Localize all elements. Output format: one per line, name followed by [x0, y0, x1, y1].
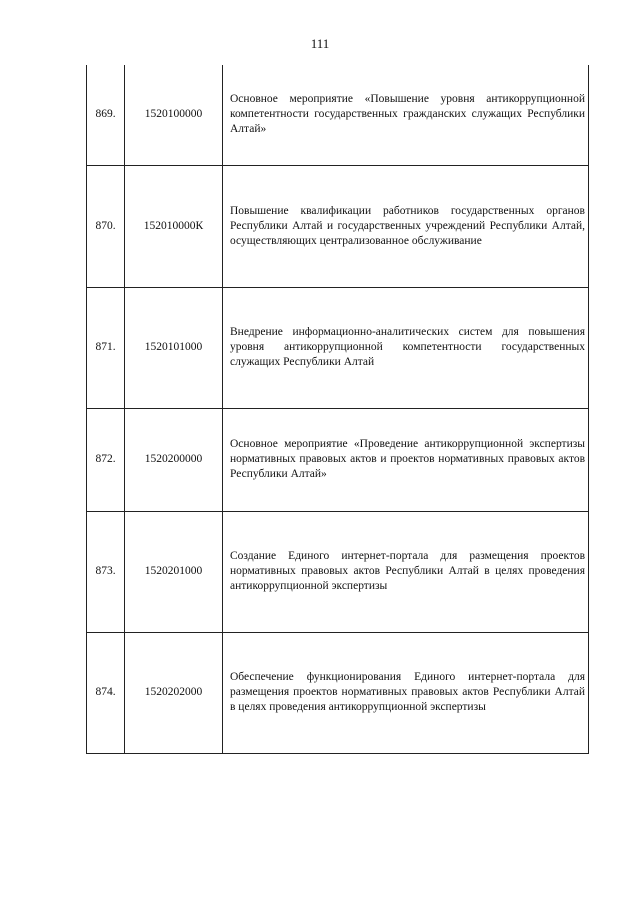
row-number: 869.: [87, 65, 125, 165]
classification-code: 1520100000: [125, 65, 223, 165]
row-description: [223, 632, 589, 753]
table-row: [87, 632, 589, 753]
row-number: 874.: [87, 632, 125, 753]
row-number: 870.: [87, 165, 125, 287]
table-row: [87, 511, 589, 632]
row-number: 872.: [87, 408, 125, 511]
table-row: [87, 287, 589, 408]
row-description: [223, 165, 589, 287]
row-number: 871.: [87, 287, 125, 408]
classification-code: 1520101000: [125, 287, 223, 408]
page-number: 111: [310, 36, 330, 51]
row-description-text: Повышение квалификации работников государственных органов Республики Алтай и государственных учреждений Республики Алтай, осуществляющих централизованное обслуживание: [230, 204, 585, 247]
row-description: [223, 65, 589, 165]
row-description: [223, 511, 589, 632]
classification-code: 1520202000: [125, 632, 223, 753]
row-description: [223, 408, 589, 511]
row-number: 873.: [87, 511, 125, 632]
row-description-text: Обеспечение функционирования Единого интернет-портала для размещения проектов нормативных правовых актов Республики Алтай в целях проведения антикоррупционной экспертизы: [230, 671, 585, 713]
row-description-text: Основное мероприятие «Повышение уровня антикоррупционной компетентности государственных гражданских служащих Республики Алтай»: [230, 93, 585, 136]
table-row: [87, 165, 589, 287]
row-description: [223, 287, 589, 408]
row-description-text: Внедрение информационно-аналитических систем для повышения уровня антикоррупционной компетентности государственных служащих Республики Алтай: [230, 326, 585, 368]
table-row: [87, 65, 589, 165]
row-description-text: Создание Единого интернет-портала для размещения проектов нормативных правовых актов Республики Алтай в целях проведения антикоррупционной экспертизы: [230, 550, 585, 592]
budget-code-table: [86, 65, 589, 754]
classification-code: 1520201000: [125, 511, 223, 632]
row-description-text: Основное мероприятие «Проведение антикоррупционной экспертизы нормативных правовых актов и проектов нормативных правовых актов Республики Алтай»: [230, 438, 585, 480]
classification-code: 1520200000: [125, 408, 223, 511]
table-row: [87, 408, 589, 511]
classification-code: 152010000К: [125, 165, 223, 287]
